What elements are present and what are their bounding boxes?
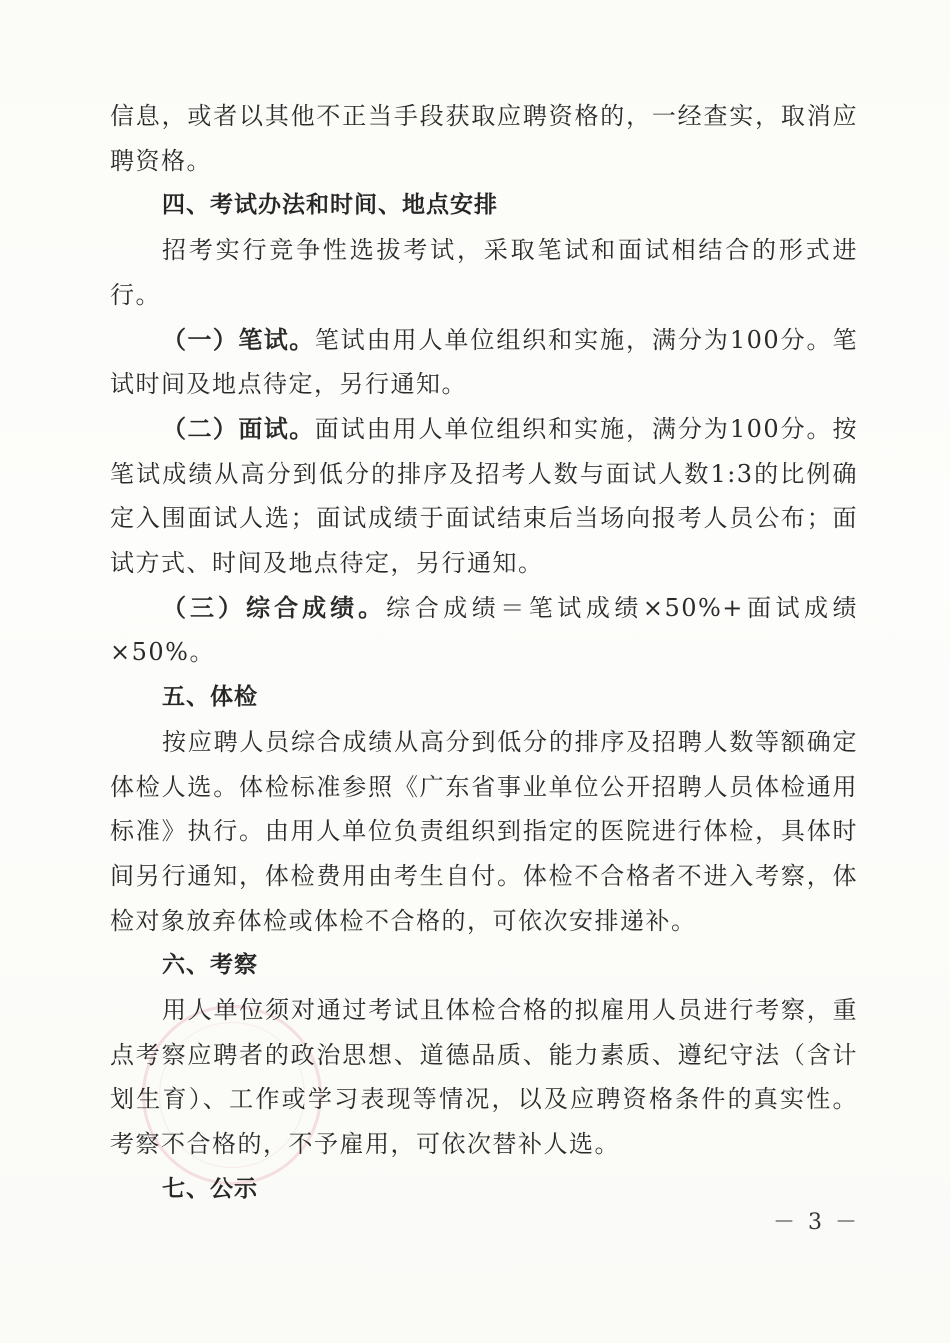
paragraph-exam-method: 招考实行竞争性选拔考试，采取笔试和面试相结合的形式进行。	[110, 236, 858, 309]
section-heading-5: 五、体检	[162, 684, 258, 711]
document-body	[110, 94, 858, 1212]
paragraph-medical-exam: 按应聘人员综合成绩从高分到低分的排序及招聘人数等额确定体检人选。体检标准参照《广东省事业单位公开招聘人员体检通用标准》执行。由用人单位负责组织到指定的医院进行体检，具体时间另行通知，体检费用由考生自付。体检不合格者不进入考察，体检对象放弃体检或体检不合格的，可依次安排递补。	[110, 727, 858, 935]
interview-text: 面试由用人单位组织和实施，满分为100分。按笔试成绩从高分到低分的排序及招考人数与面试人数1:3的比例确定入围面试人选；面试成绩于面试结束后当场向报考人员公布；面试方式、时间及地点待定，另行通知。	[110, 414, 858, 578]
overall-score-text: 综合成绩＝笔试成绩×50%+面试成绩×50%。	[110, 593, 859, 667]
overall-score-label: （三）综合成绩。	[162, 593, 387, 622]
written-exam-text: 笔试由用人单位组织和实施，满分为100分。笔试时间及地点待定，另行通知。	[110, 325, 858, 399]
paragraph-written-exam	[110, 318, 858, 407]
section-heading-7: 七、公示	[162, 1175, 258, 1202]
paragraph-overall-score	[110, 586, 858, 675]
section-heading-6: 六、考察	[162, 952, 258, 979]
section-heading-4: 四、考试办法和时间、地点安排	[162, 192, 498, 219]
written-exam-label: （一）笔试。	[162, 325, 315, 354]
paragraph-inspection: 用人单位须对通过考试且体检合格的拟雇用人员进行考察，重点考察应聘者的政治思想、道德品质、能力素质、遵纪守法（含计划生育）、工作或学习表现等情况，以及应聘资格条件的真实性。考察不合格的，不予雇用，可依次替补人选。	[110, 996, 858, 1159]
paragraph-interview	[110, 407, 858, 586]
interview-label: （二）面试。	[162, 414, 315, 443]
page-number: － 3 －	[773, 1210, 860, 1235]
paragraph-intro: 信息，或者以其他不正当手段获取应聘资格的，一经查实，取消应聘资格。	[110, 102, 858, 175]
